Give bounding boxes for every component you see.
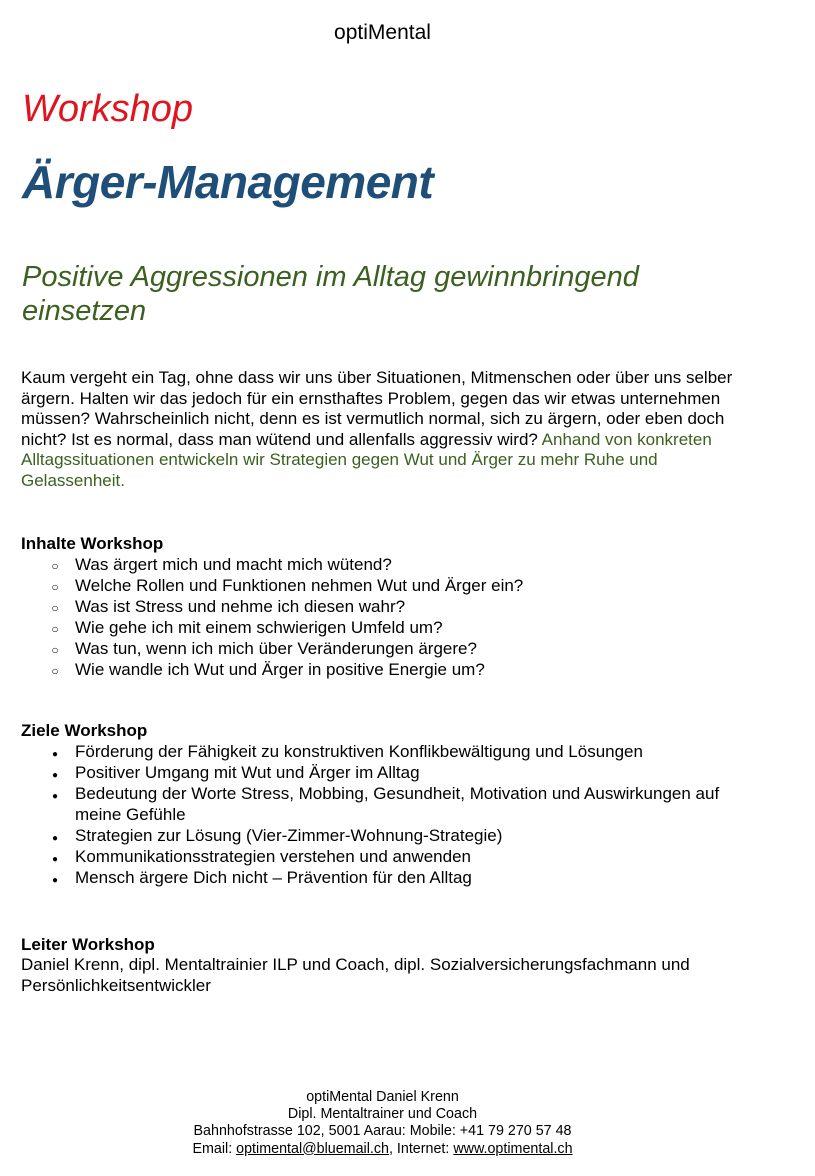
inhalte-section	[21, 533, 751, 680]
footer-company: optiMental Daniel Krenn	[306, 1089, 459, 1105]
leiter-heading: Leiter Workshop	[21, 935, 155, 954]
intro-paragraph	[21, 368, 741, 492]
footer-title: Dipl. Mentaltrainer und Coach	[287, 1106, 478, 1123]
list-item: ● Bedeutung der Worte Stress, Mobbing, Gesundheit, Motivation und Auswirkungen auf meine Gefühle	[21, 783, 751, 825]
list-item: ○ Wie wandle ich Wut und Ärger in positive Energie um?	[21, 659, 751, 680]
footer-contact	[0, 1141, 765, 1158]
list-item: ○ Was tun, wenn ich mich über Veränderungen ärgere?	[21, 638, 751, 659]
circle-bullet-icon	[47, 638, 63, 661]
subtitle: Positive Aggressionen im Alltag gewinnbringend einsetzen	[22, 261, 639, 327]
list-item: ● Strategien zur Lösung (Vier-Zimmer-Wohnung-Strategie)	[21, 825, 751, 846]
email-label: Email:	[192, 1140, 237, 1157]
leiter-text: Daniel Krenn, dipl. Mentaltrainier ILP und Coach, dipl. Sozialversicherungsfachmann und Persönlichkeitsentwickler	[21, 955, 690, 995]
ziele-heading: Ziele Workshop	[21, 721, 148, 740]
inhalte-heading: Inhalte Workshop	[21, 534, 164, 553]
circle-bullet-icon	[47, 596, 63, 619]
bullet-icon	[47, 783, 63, 807]
list-item: ● Positiver Umgang mit Wut und Ärger im Alltag	[21, 762, 751, 783]
leiter-section	[21, 934, 751, 996]
circle-bullet-icon	[47, 659, 63, 682]
circle-bullet-icon	[47, 575, 63, 598]
footer-address: Bahnhofstrasse 102, 5001 Aarau: Mobile: +41 79 270 57 48	[193, 1123, 572, 1140]
list-item: ○ Was ist Stress und nehme ich diesen wahr?	[21, 596, 751, 617]
inhalte-list	[21, 554, 751, 680]
header-title: optiMental	[334, 21, 431, 44]
list-item: ○ Wie gehe ich mit einem schwierigen Umfeld um?	[21, 617, 751, 638]
ziele-list	[21, 741, 751, 888]
list-item: ○ Was ärgert mich und macht mich wütend?	[21, 554, 751, 575]
list-item: ○ Welche Rollen und Funktionen nehmen Wut und Ärger ein?	[21, 575, 751, 596]
ziele-section	[21, 720, 751, 888]
circle-bullet-icon	[47, 617, 63, 640]
page-title: Ärger-Management	[22, 156, 434, 208]
workshop-label: Workshop	[22, 88, 194, 130]
internet-label: , Internet:	[388, 1140, 454, 1157]
list-item: ● Kommunikationsstrategien verstehen und anwenden	[21, 846, 751, 867]
intro-highlight: Anhand von konkreten Alltagssituationen entwickeln wir Strategien gegen Wut und Ärger zu mehr Ruhe und Gelassenheit.	[21, 429, 712, 490]
intro-text: Kaum vergeht ein Tag, ohne dass wir uns über Situationen, Mitmenschen oder über uns selber ärgern. Halten wir das jedoch für ein ernsthaftes Problem, gegen das wir etwas unternehmen müssen? Wahrscheinlich nicht, denn es ist vermutlich normal, sich zu ärgern, oder eben doch nicht? Ist es normal, dass man wütend und allenfalls aggressiv wird?	[21, 368, 733, 449]
list-item: ● Förderung der Fähigkeit zu konstruktiven Konflikbewältigung und Lösungen	[21, 741, 751, 762]
footer	[0, 1089, 765, 1158]
circle-bullet-icon	[47, 554, 63, 577]
bullet-icon	[47, 867, 63, 891]
website-link[interactable]: www.optimental.ch	[453, 1140, 573, 1157]
list-item: ● Mensch ärgere Dich nicht – Prävention für den Alltag	[21, 867, 751, 888]
email-link[interactable]: optimental@bluemail.ch	[236, 1140, 389, 1157]
